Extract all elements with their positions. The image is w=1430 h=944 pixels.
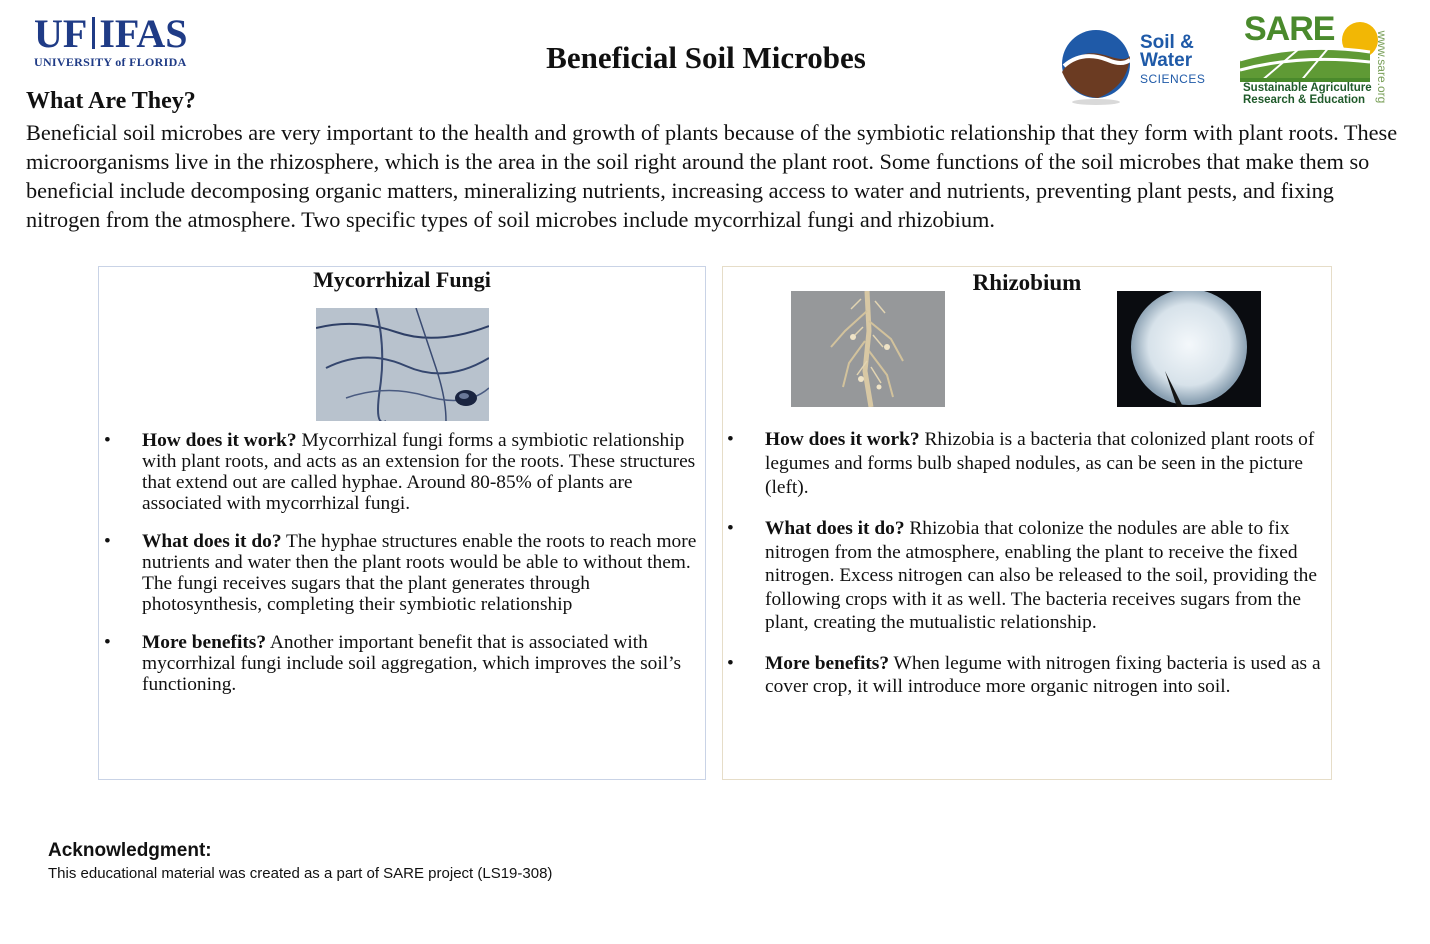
soil-water-logo-text [1140,34,1205,88]
section-heading: What Are They? [26,88,196,114]
legume-root-nodules-photo [791,291,945,407]
acknowledgment-heading: Acknowledgment: [48,840,212,861]
list-item: • How does it work? Rhizobia is a bacteria that colonized plant roots of legumes and forms bulb shaped nodules, as can be seen in the picture (left). [727,429,1315,498]
soil-water-line1: Soil & [1140,32,1194,53]
sare-logo-url: www.sare.org [1375,30,1389,104]
uf-logo-subtitle: UNIVERSITY of FLORIDA [34,55,187,69]
intro-paragraph: Beneficial soil microbes are very important to the health and growth of plants because of the symbiotic relationship that they form with plant roots. These microorganisms live in the rhizosphere, which is the area in the soil right around the plant root. Some functions of the soil microbes that make them so beneficial include decomposing organic matters, mineralizing nutrients, increasing access to water and nutrients, preventing plant pests, and fixing nitrogen from the atmosphere. Two specific types of soil microbes include mycorrhizal fungi and rhizobium. [26,120,1398,232]
soil-water-line3: SCIENCES [1140,72,1206,86]
list-item: • What does it do? The hyphae structures enable the roots to reach more nutrients and water then the plant roots would be able to without them. The fungi receives sugars that the plant generates through photosynthesis, completing their symbiotic relationship [104,531,697,615]
soil-water-line2: Water [1140,50,1193,71]
sare-logo-tagline: Sustainable Agriculture Research & Education [1243,82,1372,106]
rhizobium-bullet-list [727,428,1331,716]
uf-logo-mark-right: IFAS [99,11,188,56]
page-title: Beneficial Soil Microbes [546,40,866,75]
uf-logo-mark-left: UF [34,11,88,56]
list-item: • More benefits? Another important benefit that is associated with mycorrhizal fungi include soil aggregation, which improves the soil’s functioning. [104,632,682,695]
rhizobia-microscope-photo [1117,291,1261,407]
mycorrhizal-fungi-micrograph [316,308,489,421]
rhizobium-panel-title: Rhizobium [972,270,1082,295]
fungi-bullet-list [104,430,704,712]
list-item: • More benefits? When legume with nitrogen fixing bacteria is used as a cover crop, it will introduce more organic nitrogen into soil. [727,652,1321,697]
sare-logo-name: SARE [1244,10,1335,48]
acknowledgment-text: This educational material was created as a part of SARE project (LS19-308) [48,865,553,882]
list-item: • What does it do? Rhizobia that colonize the nodules are able to fix nitrogen from the atmosphere, enabling the plant to receive the fixed nitrogen. Excess nitrogen can also be released to the soil, providing the following crops with it as well. The bacteria receives sugars from the plant, creating the mutualistic relationship. [727,518,1317,633]
list-item: • How does it work? Mycorrhizal fungi forms a symbiotic relationship with plant roots, and acts as an extension for the roots. These structures that extend out are called hyphae. Around 80-85% of plants are associated with mycorrhizal fungi. [104,430,696,514]
fungi-panel-title: Mycorrhizal Fungi [313,267,491,292]
